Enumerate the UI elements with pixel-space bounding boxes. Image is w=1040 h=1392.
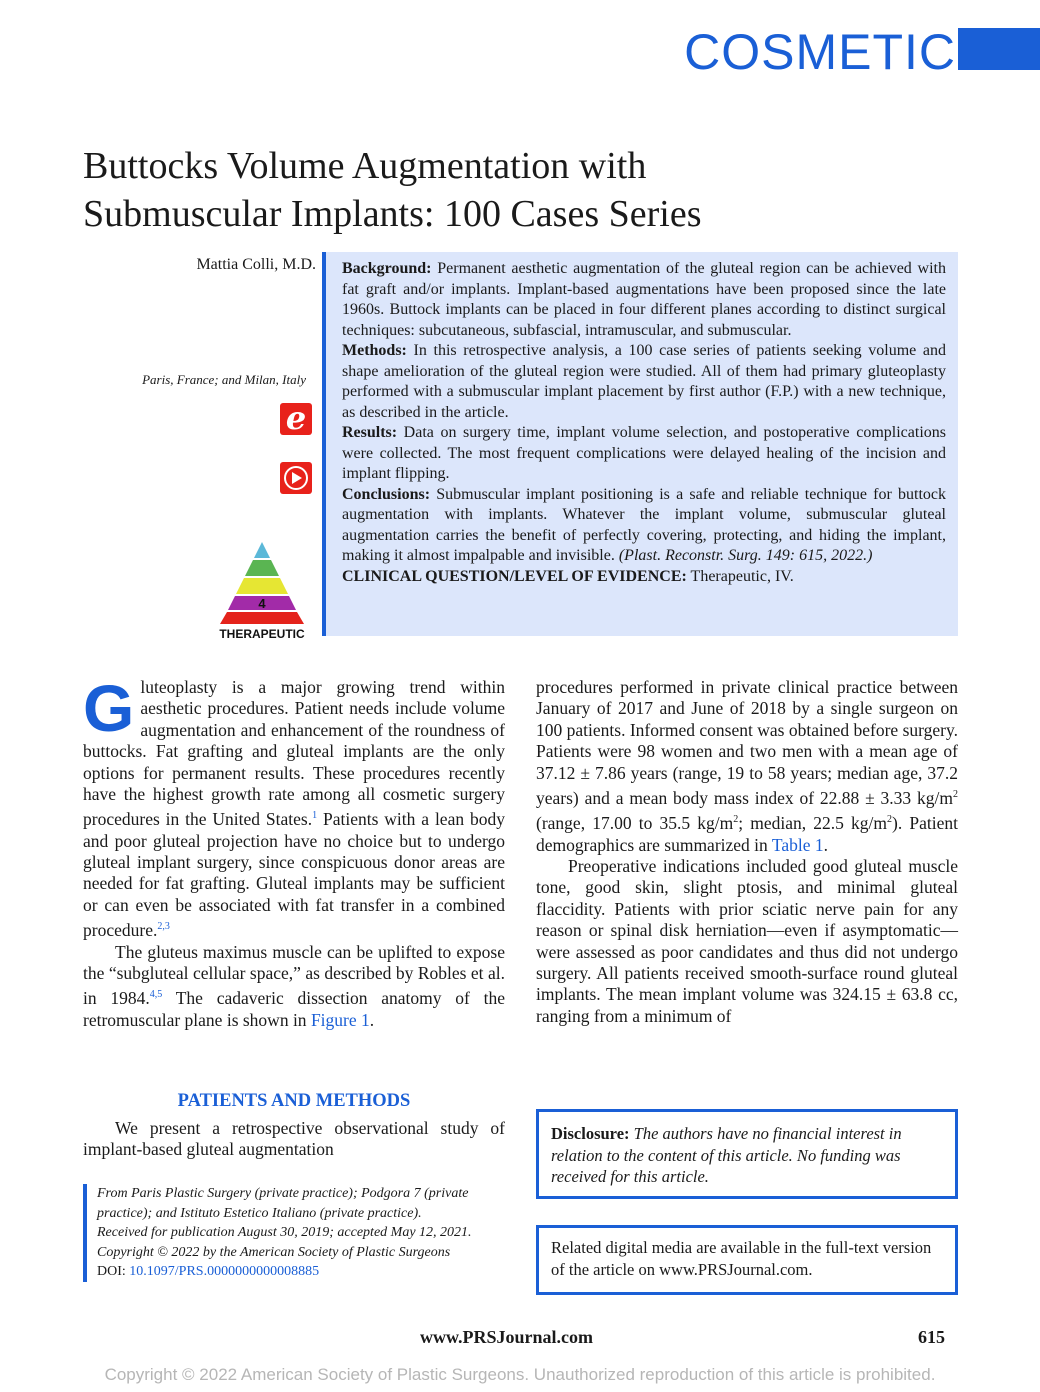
reference-link-4-5[interactable]: 4,5	[149, 989, 163, 1001]
article-title	[83, 142, 963, 238]
related-media-box	[536, 1225, 958, 1295]
doi-label: DOI:	[97, 1264, 130, 1279]
evidence-pyramid-graphic	[210, 540, 314, 640]
section-label: COSMETIC	[684, 24, 956, 80]
related-media-text: Related digital media are available in the full-text version of the article on www.PRSJournal.com.	[551, 1238, 932, 1279]
methods-text: In this retrospective analysis, a 100 case series of patients seeking volume and shape amelioration of the gluteal region were studied. All of them had primary gluteoplasty performed with a submuscular implant placement by first author (F.P.) with a new technique, as described in the article.	[342, 342, 946, 421]
results-text: Data on surgery time, implant volume selection, and postoperative complications were collected. The most frequent complications were delayed healing of the incision and implant flipping.	[342, 424, 946, 482]
body-paragraph-3	[83, 1118, 505, 1161]
table-1-link[interactable]: Table 1	[771, 834, 824, 855]
abstract-conclusions	[342, 485, 946, 567]
footnote-doi	[97, 1262, 505, 1282]
superscript-2c: 2	[887, 814, 893, 826]
reference-link-2-3[interactable]: 2,3	[157, 921, 170, 933]
body-paragraph-1	[83, 671, 505, 942]
title-line-2: Submuscular Implants: 100 Cases Series	[83, 193, 702, 235]
clinical-text: Therapeutic, IV.	[686, 567, 794, 585]
background-text: Permanent aesthetic augmentation of the gluteal region can be achieved with fat graft and/or implants. Implant-based augmentations have been proposed since the late 1960s. Buttock implants can be placed in four different planes according to distinct surgical techniques: subcutaneous, subfascial, intramuscular, and submuscular.	[342, 260, 946, 339]
disclosure-label: Disclosure:	[551, 1124, 630, 1143]
r1-text-c: ; median, 22.5 kg/m	[738, 813, 888, 834]
superscript-2b: 2	[733, 814, 739, 826]
pyramid-tier-3	[236, 578, 288, 594]
copyright-notice: Copyright © 2022 American Society of Plastic Surgeons. Unauthorized reproduction of this article is prohibited.	[104, 1365, 936, 1384]
video-play-icon[interactable]	[280, 462, 312, 494]
article-footnote	[83, 1184, 505, 1282]
page-number: 615	[918, 1327, 945, 1347]
body-right-column	[536, 677, 958, 1027]
e-content-icon[interactable]: e	[280, 403, 312, 435]
evidence-label: THERAPEUTIC	[219, 627, 305, 640]
citation: (Plast. Reconstr. Surg. 149: 615, 2022.)	[618, 547, 873, 564]
pyramid-tier-1	[254, 542, 270, 558]
reference-link-1[interactable]: 1	[312, 810, 318, 822]
author-name: Mattia Colli, M.D.	[196, 256, 316, 273]
body-paragraph-4	[536, 677, 958, 856]
drop-cap: G	[83, 671, 135, 745]
clinical-label: CLINICAL QUESTION/LEVEL OF EVIDENCE:	[342, 567, 687, 585]
footnote-copyright: Copyright © 2022 by the American Society of Plastic Surgeons	[97, 1244, 451, 1260]
footnote-received: Received for publication August 30, 2019; accepted May 12, 2021.	[97, 1225, 472, 1240]
r1-text-d: ). Patient demographics are summarized in	[536, 813, 958, 855]
background-label: Background:	[342, 260, 432, 277]
author-affiliation: Paris, France; and Milan, Italy	[142, 372, 306, 387]
disclosure-text: The authors have no financial interest in relation to the content of this article. No funding was received for this article.	[551, 1124, 902, 1186]
section-heading-patients-methods: PATIENTS AND METHODS	[177, 1091, 411, 1111]
r1-text-e: .	[823, 834, 828, 855]
play-triangle	[292, 472, 302, 484]
results-label: Results:	[342, 424, 398, 441]
body-paragraph-2	[83, 942, 505, 1031]
doi-link[interactable]: 10.1097/PRS.0000000000008885	[129, 1264, 320, 1279]
body-left-column	[83, 671, 505, 1031]
p1-text-a: luteoplasty is a major growing trend within aesthetic procedures. Patient needs include volume augmentation and enhancement of the roundness of buttocks. Fat grafting and gluteal implants are the only options for permanent results. These procedures recently have the highest growth rate among all cosmetic surgery procedures in the United States.	[83, 677, 505, 830]
p2-text-a: The gluteus maximus muscle can be uplifted to expose the “subgluteal cellular space,” as described by Robles et al. in 1984.	[83, 941, 505, 1009]
p3-text: We present a retrospective observational study of implant-based gluteal augmentation	[83, 1118, 505, 1160]
abstract-clinical-question	[342, 567, 946, 588]
evidence-level-number: 4	[258, 596, 266, 611]
p1-text-b: Patients with a lean body and poor gluteal projection have no choice but to undergo gluteal implant surgery, since conspicuous donor areas are needed for fat grafting. Gluteal implants may be sufficient or can even be associated with fat transfer in a combined procedure.	[83, 809, 505, 941]
conclusions-label: Conclusions:	[342, 485, 431, 503]
abstract-methods	[342, 341, 946, 423]
p2-text-c: .	[369, 1009, 375, 1030]
r1-text-a: procedures performed in private clinical practice between January of 2017 and June of 2018 by a single surgeon on 100 patients. Informed consent was obtained before surgery. Patients were 98 women and two men with a mean age of 37.12 ± 7.86 years (range, 19 to 58 years; median age, 37.2 years) and a mean body mass index of 22.88 ± 3.33 kg/m	[536, 677, 958, 808]
section-color-block	[958, 28, 1040, 70]
p2-text-b: The cadaveric dissection anatomy of the retromuscular plane is shown in	[83, 988, 505, 1030]
pyramid-tier-5	[220, 612, 304, 624]
methods-label: Methods:	[342, 342, 407, 359]
disclosure-box	[536, 1109, 958, 1199]
r1-text-b: (range, 17.00 to 35.5 kg/m	[536, 813, 734, 834]
body-paragraph-5: Preoperative indications included good gluteal muscle tone, good skin, slight ptosis, and minimal gluteal flaccidity. Patients with prior sciatic nerve pain for any reason or spinal disk herniation—even if asymptomatic—were assessed as poor candidates and thus did not undergo surgery. All patients received smooth-surface round gluteal implants. The mean implant volume was 324.15 ± 63.8 cc, ranging from a minimum of	[536, 855, 958, 1026]
abstract-results	[342, 423, 946, 485]
journal-url[interactable]: www.PRSJournal.com	[420, 1327, 594, 1347]
evidence-pyramid-icon	[210, 540, 314, 640]
pyramid-tier-2	[245, 560, 279, 576]
conclusions-text: Submuscular implant positioning is a safe and reliable technique for buttock augmentation with implants. Whatever the implant volume, submuscular gluteal augmentation carries the benefit of perfectly covering, protecting, and hiding the implant, making it almost impalpable and invisible.	[342, 485, 946, 564]
abstract-background	[342, 259, 946, 341]
abstract-box	[322, 252, 958, 636]
superscript-2a: 2	[953, 789, 958, 801]
footnote-affiliations: From Paris Plastic Surgery (private practice); Podgora 7 (private practice); and Istituto Estetico Italiano (private practice).	[97, 1186, 469, 1221]
figure-1-link[interactable]: Figure 1	[310, 1009, 370, 1030]
title-line-1: Buttocks Volume Augmentation with	[83, 145, 647, 187]
